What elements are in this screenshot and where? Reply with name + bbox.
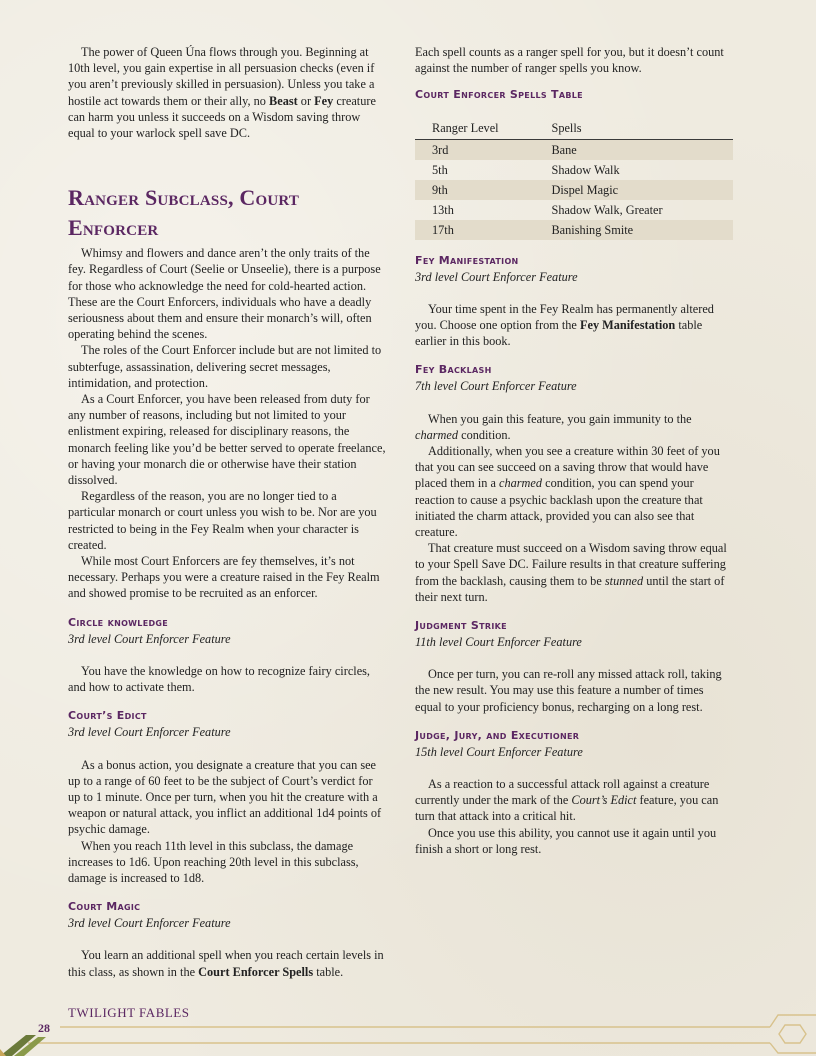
table-row: [415, 160, 733, 180]
spell-cell: Shadow Walk: [551, 162, 620, 177]
spell-cell: Shadow Walk, Greater: [551, 202, 663, 217]
subclass-heading: Ranger Subclass, Court Enforcer: [68, 185, 300, 241]
feature-level: 3rd level Court Enforcer Feature: [68, 631, 231, 646]
court-magic-heading: Court Magic: [68, 900, 141, 914]
left-column: [68, 44, 386, 980]
fey-manifestation-heading: Fey Manifestation: [415, 253, 519, 267]
circle-knowledge-text: You have the knowledge on how to recognize fairy circles, and how to activate them.: [68, 663, 371, 695]
court-magic-text: You learn an additional spell when you reach certain levels in this class, as shown in the Court Enforcer Spells table.: [68, 948, 384, 979]
feature-level: 15th level Court Enforcer Feature: [415, 744, 583, 759]
ranger-level-header: Ranger Level: [415, 118, 551, 139]
fey-backlash-text: Additionally, when you see a creature within 30 feet of you that you can see succeed on a saving throw that would have placed them in a charmed condition, you can spend your reaction to cause a psychic backlash upon the creature that initiated the charm attack, provided you can also see that creature.: [415, 444, 720, 540]
subclass-paragraph: The roles of the Court Enforcer include but are not limited to subterfuge, assassination, delivering secret messages, intimidation, and protection.: [68, 343, 382, 390]
fey-backlash-text: That creature must succeed on a Wisdom saving throw equal to your Spell Save DC. Failure results in that creature suffering from the backlash, causing them to be stunned until the start of their next turn.: [415, 541, 727, 604]
circle-knowledge-heading: Circle knowledge: [68, 615, 169, 629]
subclass-paragraph: As a Court Enforcer, you have been released from duty for any number of reasons, including but not limited to your enlistment expiring, released for disciplinary reasons, the monarch feeling like you’d be better served to operate freelance, or having your monarch die or otherwise have their station dissolved.: [68, 392, 386, 488]
courts-edict-text: As a bonus action, you designate a creature that you can see up to a range of 60 feet to be the subject of Court’s verdict for up to 1 minute. Once per turn, when you hit the creature with a weapon or natural attack, you inflict an additional 1d4 points of psychic damage.: [68, 757, 382, 837]
judge-jury-text: Once you use this ability, you cannot use it again until you finish a short or long rest.: [415, 825, 717, 856]
spell-cell: Dispel Magic: [551, 180, 733, 200]
table-row: [415, 220, 733, 240]
table-header-row: [415, 118, 733, 139]
spell-cell: Banishing Smite: [551, 220, 733, 240]
subclass-paragraph: Regardless of the reason, you are no longer tied to a particular monarch or court unless you wish to be. Nor are you restricted to being in the Fey Realm when your character is created.: [68, 489, 377, 552]
spells-header: Spells: [551, 118, 733, 139]
ranger-level-cell: 13th: [432, 202, 454, 217]
fey-manifestation-text: Your time spent in the Fey Realm has permanently altered you. Choose one option from the Fey Manifestation table earlier in this book.: [415, 301, 714, 349]
courts-edict-text: When you reach 11th level in this subclass, the damage increases to 1d6. Upon reaching 20th level in this subclass, damage is increased to 1d8.: [68, 838, 359, 885]
feature-level: 3rd level Court Enforcer Feature: [415, 269, 578, 284]
page-number: 28: [38, 1021, 50, 1035]
table-row: [415, 139, 733, 160]
judge-jury-text: As a reaction to a successful attack roll against a creature currently under the mark of the Court’s Edict feature, you can turn that attack into a critical hit.: [415, 777, 719, 824]
ranger-level-cell: 3rd: [415, 139, 551, 160]
feature-level: 11th level Court Enforcer Feature: [415, 635, 582, 650]
right-column: [415, 44, 733, 857]
subclass-paragraph: While most Court Enforcers are fey themselves, it’s not necessary. Perhaps you were a creature raised in the Fey Realm and showed promise to be recruited as an enforcer.: [68, 554, 380, 601]
ranger-level-cell: 17th: [415, 220, 551, 240]
judgment-strike-heading: Judgment Strike: [415, 619, 507, 633]
spells-table-heading: Court Enforcer Spells Table: [415, 88, 583, 102]
courts-edict-heading: Court’s Edict: [68, 709, 147, 723]
subclass-paragraph: Whimsy and flowers and dance aren’t the only traits of the fey. Regardless of Court (Seelie or Unseelie), there is a purpose for those who acknowledge the need for cold-hearted action. These are the Court Enforcers, individuals who have a deadly seriousness about them and ensure their monarch’s will, often operating behind the scenes.: [68, 246, 381, 342]
fey-backlash-heading: Fey Backlash: [415, 363, 492, 377]
queen-una-paragraph: The power of Queen Úna flows through you. Beginning at 10th level, you gain expertise in all persuasion checks (even if you aren’t previously skilled in persuasion). Unless you take a hostile act towards them or their ally, no Beast or Fey creature can harm you unless it succeeds on a Wisdom saving throw equal to your warlock spell save DC.: [68, 45, 376, 141]
feature-level: 7th level Court Enforcer Feature: [415, 379, 577, 394]
judge-jury-executioner-heading: Judge, Jury, and Executioner: [415, 728, 580, 742]
spell-cell: Bane: [551, 139, 733, 160]
table-row: [415, 180, 733, 200]
ranger-level-cell: 5th: [432, 162, 448, 177]
feature-level: 3rd level Court Enforcer Feature: [68, 725, 231, 740]
judgment-strike-text: Once per turn, you can re-roll any missed attack roll, taking the new result. You may use this feature a number of times equal to your proficiency bonus, recharging on a long rest.: [415, 667, 722, 714]
feature-level: 3rd level Court Enforcer Feature: [68, 916, 231, 931]
table-row: [415, 200, 733, 220]
fey-backlash-text: When you gain this feature, you gain immunity to the charmed condition.: [415, 411, 692, 442]
spell-count-paragraph: Each spell counts as a ranger spell for you, but it doesn’t count against the number of ranger spells you know.: [415, 45, 724, 76]
ranger-level-cell: 9th: [415, 180, 551, 200]
court-enforcer-spells-table: [415, 118, 733, 239]
book-title: TWILIGHT FABLES: [68, 1005, 190, 1020]
